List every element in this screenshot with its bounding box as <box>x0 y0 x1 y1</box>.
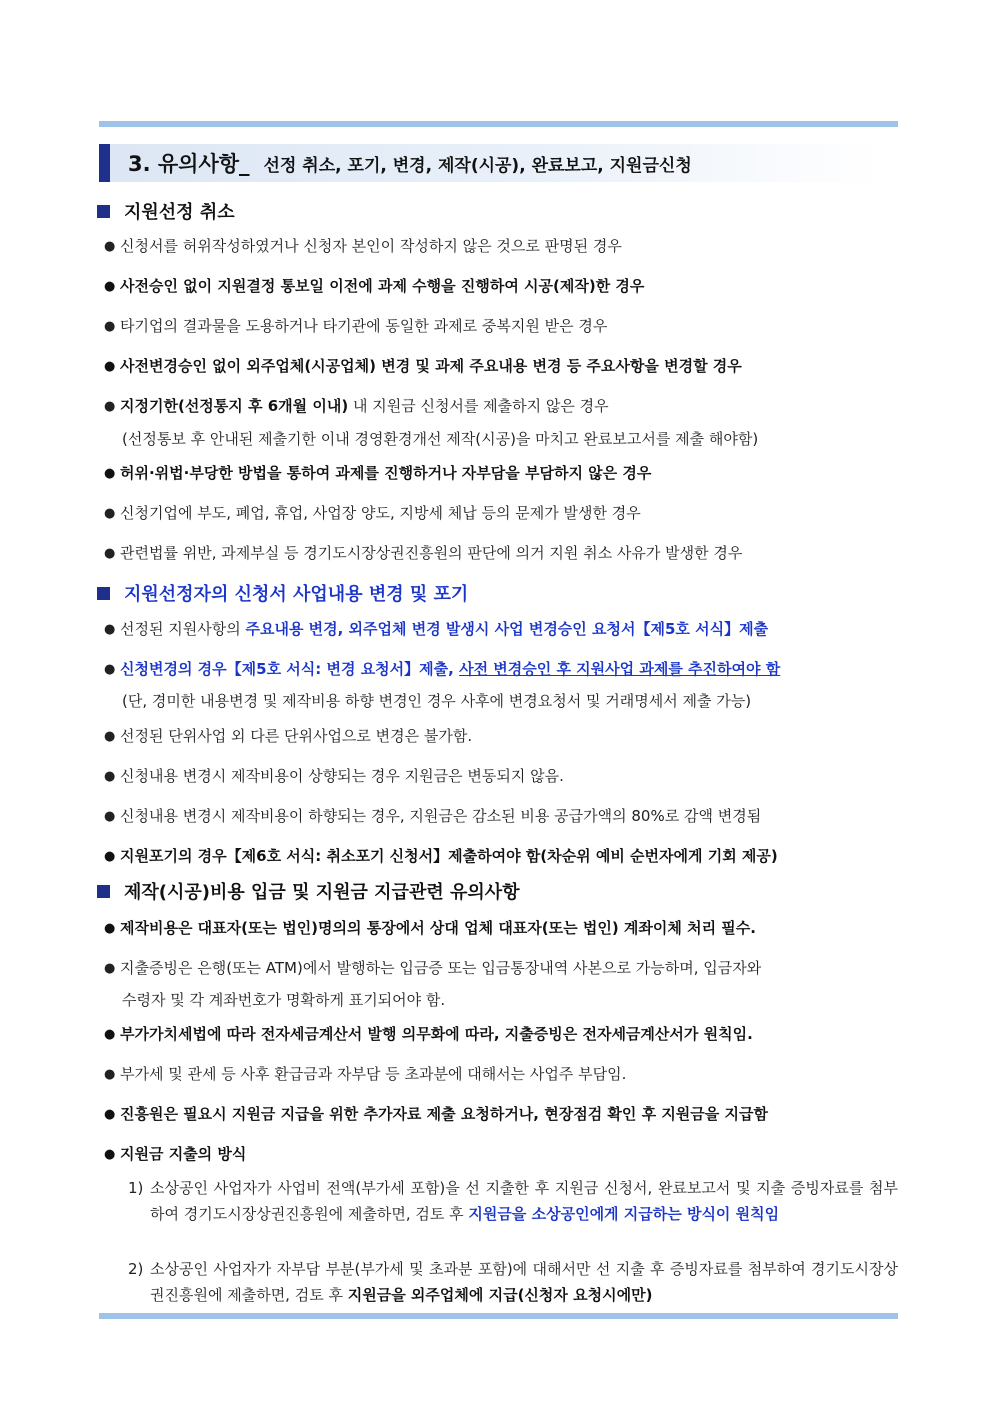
bullet-icon: ● <box>104 1027 116 1042</box>
numbered-item: 2) 소상공인 사업자가 자부담 부분(부가세 및 초과분 포함)에 대해서만 선 지출 후 증빙자료를 첨부하여 경기도시장상권진흥원에 제출하면, 검토 후 지원금을 외주업체에 지급(신청자 요청시에만) <box>128 1256 898 1308</box>
bullet-icon: ● <box>104 506 116 521</box>
heading-change <box>97 580 468 606</box>
section-title-banner <box>99 144 879 182</box>
bullet-icon: ● <box>104 399 116 414</box>
list-item: ● 선정된 단위사업 외 다른 단위사업으로 변경은 불가함. <box>104 727 473 745</box>
list-item: ● 사전변경승인 없이 외주업체(시공업체) 변경 및 과제 주요내용 변경 등 주요사항을 변경할 경우 <box>104 357 742 375</box>
bullet-icon: ● <box>104 279 116 294</box>
list-item: ● 신청서를 허위작성하였거나 신청자 본인이 작성하지 않은 것으로 판명된 경우 <box>104 237 622 255</box>
bullet-icon: ● <box>104 662 116 677</box>
bullet-icon: ● <box>104 319 116 334</box>
heading-cancel <box>97 198 235 224</box>
bullet-icon: ● <box>104 359 116 374</box>
heading-change-text: 지원선정자의 신청서 사업내용 변경 및 포기 <box>124 584 469 605</box>
square-marker-icon <box>97 587 110 600</box>
bottom-divider <box>99 1313 898 1319</box>
list-item: ● 진흥원은 필요시 지원금 지급을 위한 추가자료 제출 요청하거나, 현장점검 확인 후 지원금을 지급함 <box>104 1105 768 1123</box>
bullet-icon: ● <box>104 239 116 254</box>
bullet-icon: ● <box>104 466 116 481</box>
list-item: ● 신청기업에 부도, 폐업, 휴업, 사업장 양도, 지방세 체납 등의 문제가 발생한 경우 <box>104 504 641 522</box>
section-number-title: 3. 유의사항_ <box>128 152 250 176</box>
list-item: ● 신청변경의 경우【제5호 서식: 변경 요청서】제출, 사전 변경승인 후 지원사업 과제를 추진하여야 함 <box>104 660 781 678</box>
item-number: 2) <box>128 1260 144 1278</box>
list-item: ● 부가가치세법에 따라 전자세금계산서 발행 의무화에 따라, 지출증빙은 전자세금계산서가 원칙임. <box>104 1025 753 1043</box>
title-accent-bar <box>99 144 110 182</box>
bullet-icon: ● <box>104 769 116 784</box>
square-marker-icon <box>97 885 110 898</box>
item-number: 1) <box>128 1179 144 1197</box>
list-item: ● 선정된 지원사항의 주요내용 변경, 외주업체 변경 발생시 사업 변경승인 요청서【제5호 서식】제출 <box>104 620 769 638</box>
list-item-note: (선정통보 후 안내된 제출기한 이내 경영환경개선 제작(시공)을 마치고 완료보고서를 제출 해야함) <box>122 430 759 448</box>
heading-payment <box>97 878 520 904</box>
list-item: ● 지원포기의 경우【제6호 서식: 취소포기 신청서】제출하여야 함(차순위 예비 순번자에게 기회 제공) <box>104 847 778 865</box>
bullet-icon: ● <box>104 849 116 864</box>
list-item: ● 신청내용 변경시 제작비용이 하향되는 경우, 지원금은 감소된 비용 공급가액의 80%로 감액 변경됨 <box>104 807 762 825</box>
top-divider <box>99 121 898 127</box>
heading-cancel-text: 지원선정 취소 <box>124 202 235 223</box>
square-marker-icon <box>97 205 110 218</box>
bullet-icon: ● <box>104 1147 116 1162</box>
bullet-icon: ● <box>104 961 116 976</box>
bullet-icon: ● <box>104 1107 116 1122</box>
list-item: ● 관련법률 위반, 과제부실 등 경기도시장상권진흥원의 판단에 의거 지원 취소 사유가 발생한 경우 <box>104 544 743 562</box>
list-item: ● 지출증빙은 은행(또는 ATM)에서 발행하는 입금증 또는 입금통장내역 사본으로 가능하며, 입금자와 <box>104 959 762 977</box>
list-item: ● 지원금 지출의 방식 <box>104 1145 247 1163</box>
section-subtitle: 선정 취소, 포기, 변경, 제작(시공), 완료보고, 지원금신청 <box>263 155 692 176</box>
numbered-item: 1) 소상공인 사업자가 사업비 전액(부가세 포함)을 선 지출한 후 지원금 신청서, 완료보고서 및 지출 증빙자료를 첨부하여 경기도시장상권진흥원에 제출하면, 검토 후 지원금을 소상공인에게 지급하는 방식이 원칙임 <box>128 1175 898 1227</box>
list-item: ● 신청내용 변경시 제작비용이 상향되는 경우 지원금은 변동되지 않음. <box>104 767 564 785</box>
list-item: ● 허위·위법·부당한 방법을 통하여 과제를 진행하거나 자부담을 부담하지 않은 경우 <box>104 464 652 482</box>
list-item: ● 타기업의 결과물을 도용하거나 타기관에 동일한 과제로 중복지원 받은 경우 <box>104 317 608 335</box>
heading-payment-text: 제작(시공)비용 입금 및 지원금 지급관련 유의사항 <box>124 882 520 903</box>
list-item-note: (단, 경미한 내용변경 및 제작비용 하향 변경인 경우 사후에 변경요청서 및 거래명세서 제출 가능) <box>122 692 752 710</box>
bullet-icon: ● <box>104 809 116 824</box>
list-item: ● 지정기한(선정통지 후 6개월 이내) 내 지원금 신청서를 제출하지 않은 경우 <box>104 397 609 415</box>
bullet-icon: ● <box>104 546 116 561</box>
list-item: ● 사전승인 없이 지원결정 통보일 이전에 과제 수행을 진행하여 시공(제작)한 경우 <box>104 277 645 295</box>
list-item-continuation: 수령자 및 각 계좌번호가 명확하게 표기되어야 함. <box>122 991 446 1009</box>
list-item: ● 제작비용은 대표자(또는 법인)명의의 통장에서 상대 업체 대표자(또는 법인) 계좌이체 처리 필수. <box>104 919 756 937</box>
bullet-icon: ● <box>104 921 116 936</box>
bullet-icon: ● <box>104 622 116 637</box>
bullet-icon: ● <box>104 729 116 744</box>
bullet-icon: ● <box>104 1067 116 1082</box>
list-item: ● 부가세 및 관세 등 사후 환급금과 자부담 등 초과분에 대해서는 사업주 부담임. <box>104 1065 627 1083</box>
